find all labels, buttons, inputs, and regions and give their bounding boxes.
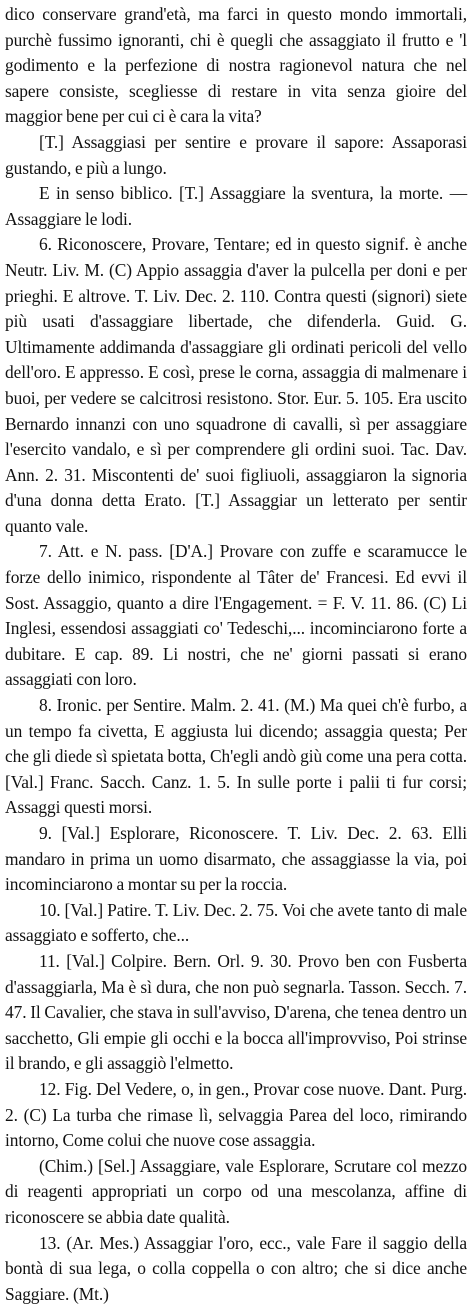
sense-12-fig: 12. Fig. Del Vedere, o, in gen., Provar cose nuove. Dant. Purg. 2. (C) La turba che rimase lì, selvaggia Parea del loco, rimirando intorno, Come colui che nuove cose assaggia.: [5, 1077, 467, 1154]
sense-9-esplorare: 9. [Val.] Esplorare, Riconoscere. T. Liv. Dec. 2. 63. Elli mandaro in prima un uomo disarmato, che assaggiasse la via, poi incominciarono a montar su per la roccia.: [5, 821, 467, 898]
sense-11-colpire: 11. [Val.] Colpire. Bern. Orl. 9. 30. Provo ben con Fusberta d'assaggiarla, Ma è sì dura, che non può segnarla. Tasson. Secch. 7. 47. Il Cavalier, che stava in sull'avviso, D'arena, che tenea dentro un sacchetto, Gli empie gli occhi e la bocca all'improvviso, Poi strinse il brando, e gli assaggiò l'elmetto.: [5, 949, 467, 1077]
sense-13-ar-mes: 13. (Ar. Mes.) Assaggiar l'oro, ecc., vale Fare il saggio della bontà di sua lega, o colla coppella o con altro; che si dice anche Saggiare. (Mt.): [5, 1231, 467, 1307]
sense-10-patire: 10. [Val.] Patire. T. Liv. Dec. 2. 75. Voi che avete tanto di male assaggiato e sofferto, che...: [5, 898, 467, 949]
note-senso-biblico: E in senso biblico. [T.] Assaggiare la sventura, la morte. — Assaggiare le lodi.: [5, 181, 467, 232]
sense-chim: (Chim.) [Sel.] Assaggiare, vale Esplorare, Scrutare col mezzo di reagenti appropriati un corpo od una mescolanza, affine di riconoscere se abbia date qualità.: [5, 1154, 467, 1231]
sense-6-riconoscere: 6. Riconoscere, Provare, Tentare; ed in questo signif. è anche Neutr. Liv. M. (C) Appio assaggia d'aver la pulcella per doni e per prieghi. E altrove. T. Liv. Dec. 2. 110. Contra questi (signori) siete più usati d'assaggiare libertade, che difenderla. Guid. G. Ultimamente addimanda d'assaggiare gli ordinati pericoli del vello dell'oro. E appresso. E così, prese le corna, assaggia di malmenare i buoi, per vedere se calcitrosi resistono. Stor. Eur. 5. 105. Era uscito Bernardo innanzi con uno squadrone di cavalli, sì per assaggiare l'esercito vandalo, e sì per comprendere gli ordini suoi. Tac. Dav. Ann. 2. 31. Miscontenti de' suoi figliuoli, assaggiaron la signoria d'una donna detta Erato. [T.] Assaggiar un letterato per sentir quanto vale.: [5, 232, 467, 539]
sense-7-att-pass: 7. Att. e N. pass. [D'A.] Provare con zuffe e scaramucce le forze dello inimico, rispondente al Tâter de' Francesi. Ed evvi il Sost. Assaggio, quanto a dire l'Engagement. = F. V. 11. 86. (C) Li Inglesi, essendosi assaggiati co' Tedeschi,... incominciarono forte a dubitare. E cap. 89. Li nostri, che ne' giorni passati si erano assaggiati con loro.: [5, 539, 467, 693]
sense-8-ironic: 8. Ironic. per Sentire. Malm. 2. 41. (M.) Ma quei ch'è furbo, a un tempo fa civetta, E aggiusta lui dicendo; assaggia questa; Per che gli diede sì spietata botta, Ch'egli andò giù come una pera cotta. [Val.] Franc. Sacch. Canz. 1. 5. In sulle porte i palii ti fur corsi; Assaggi questi morsi.: [5, 693, 467, 821]
note-assaggiasi: [T.] Assaggiasi per sentire e provare il sapore: Assaporasi gustando, e più a lungo.: [5, 130, 467, 181]
entry-continuation: dico conservare grand'età, ma farci in questo mondo immortali, purchè fussimo ignoranti, chi è quegli che assaggiato il frutto e 'l godimento e la perfezione di nostra ragionevol natura che nel sapere consiste, scegliesse di restare in vita senza gioire del maggior bene per cui ci è cara la vita?: [5, 2, 467, 130]
